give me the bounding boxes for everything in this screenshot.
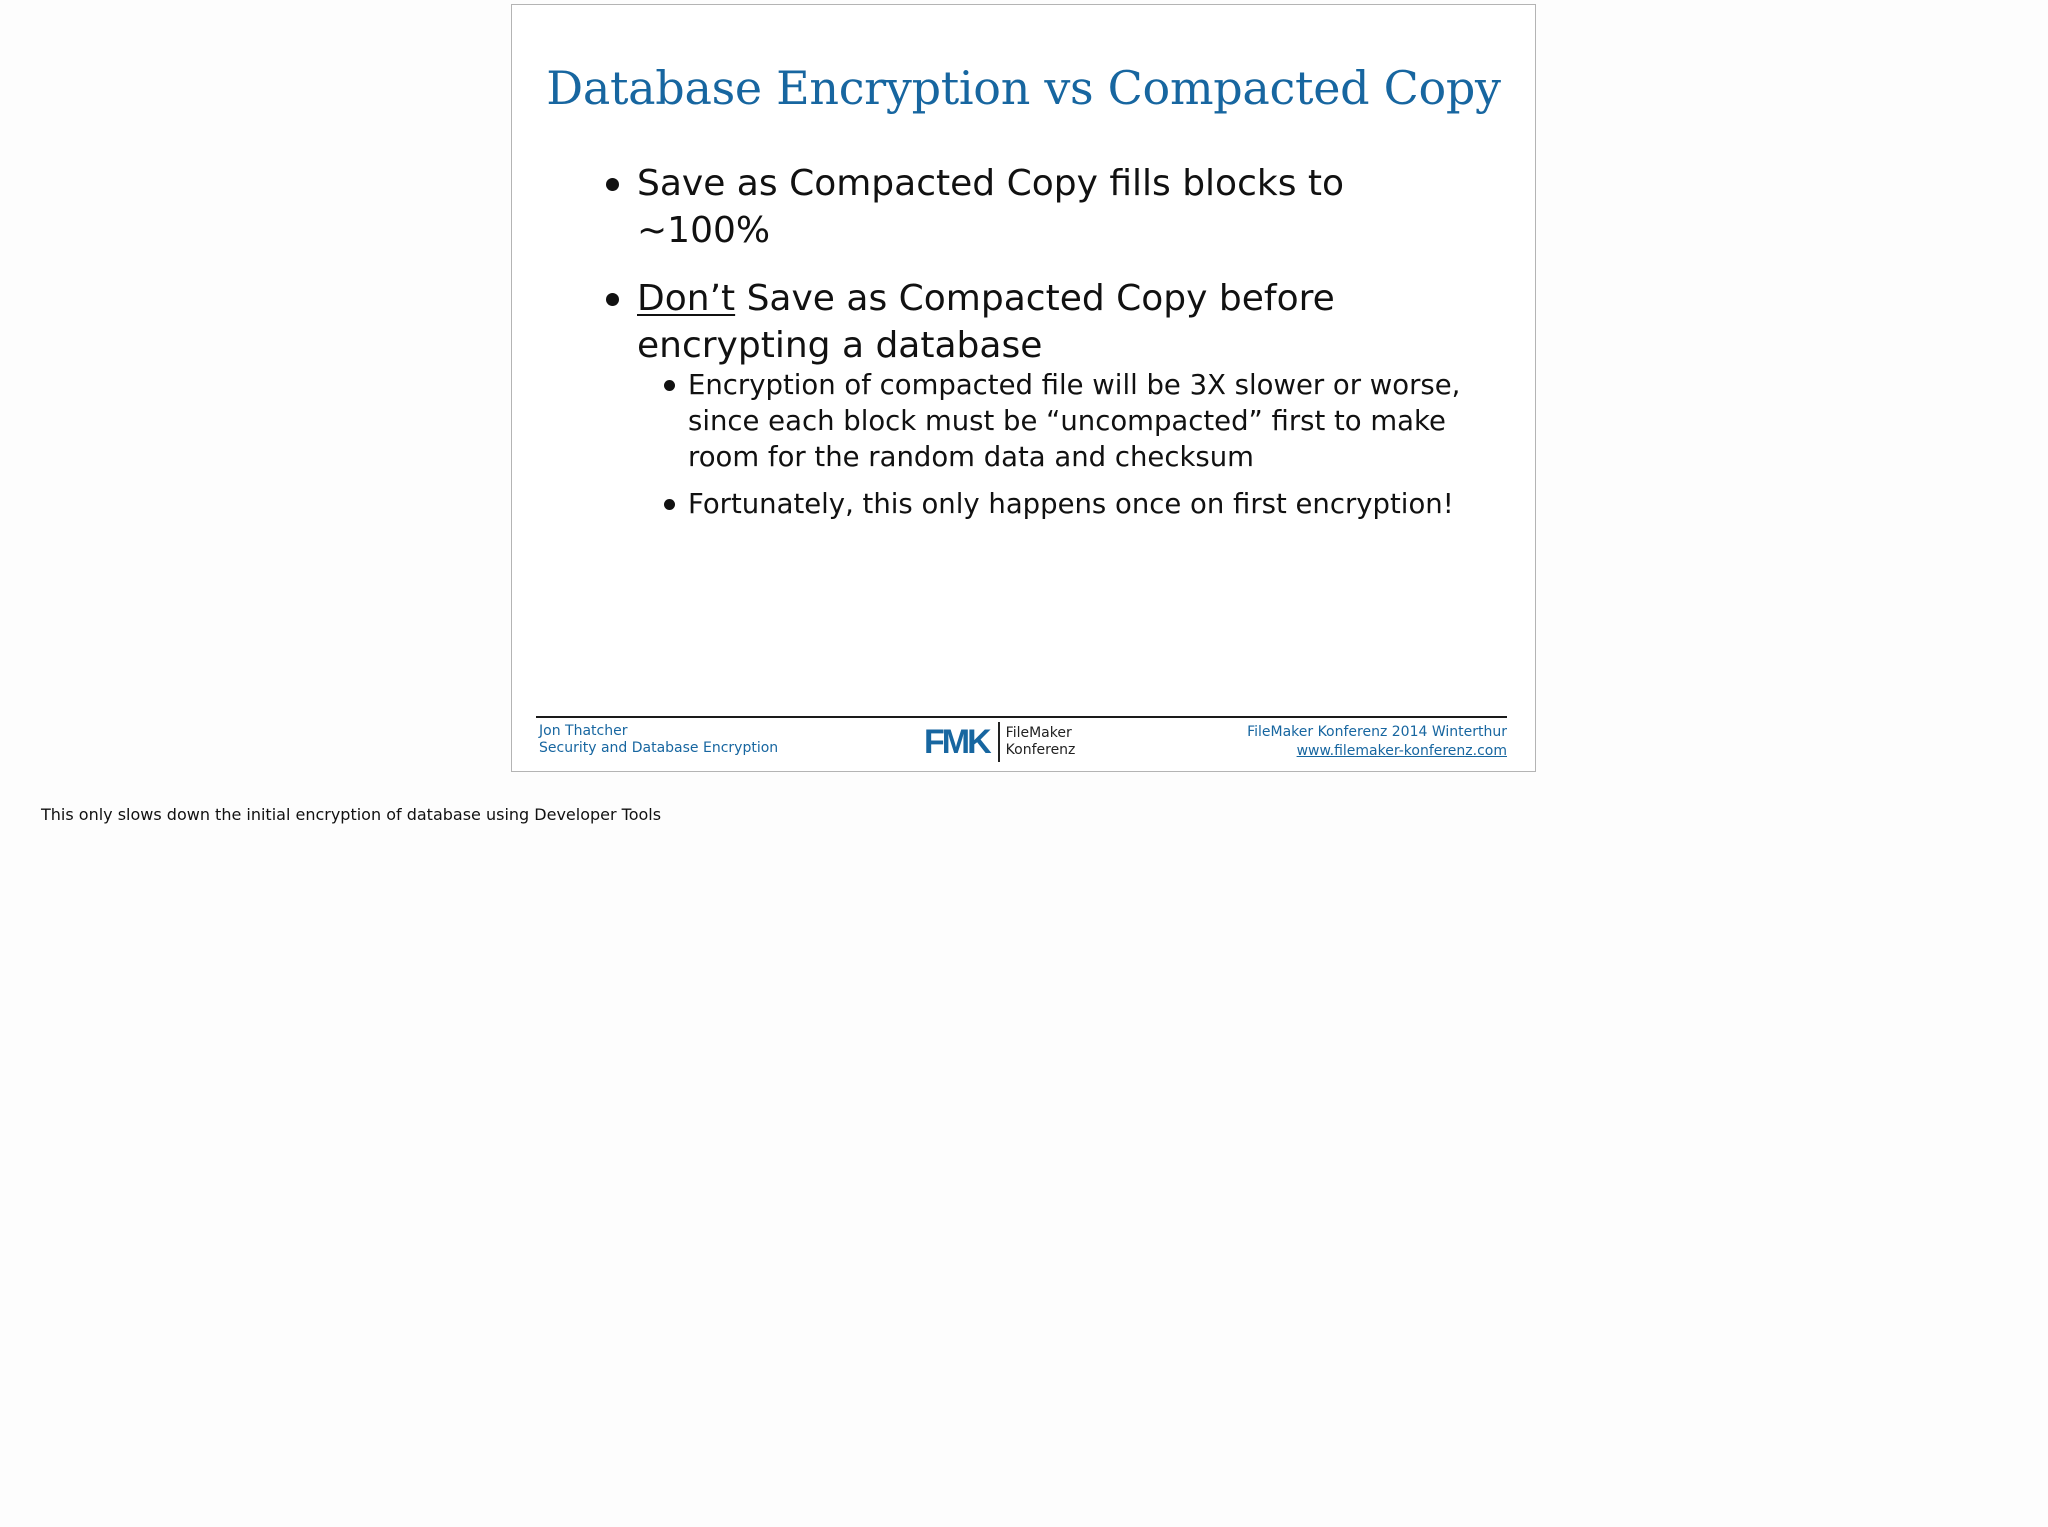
bullet-text: Save as Compacted Copy before encrypting a database	[637, 278, 1335, 366]
logo-divider	[998, 722, 1000, 762]
footer-url-link[interactable]: www.filemaker-konferenz.com	[1296, 743, 1507, 759]
bullet-emphasis: Don’t	[637, 278, 736, 319]
sub-bullet-item	[663, 486, 1479, 522]
footer-right	[1247, 723, 1507, 761]
logo-line: FileMaker	[1005, 725, 1072, 741]
fmk-logo	[924, 721, 1075, 763]
bullet-dot-icon	[606, 178, 619, 191]
footer-author: Jon Thatcher	[539, 723, 628, 739]
footer-session: Security and Database Encryption	[539, 740, 779, 756]
bullet-text: Save as Compacted Copy fills blocks to ~100%	[637, 163, 1345, 251]
footer-left	[539, 723, 778, 757]
sub-bullet-text: Encryption of compacted file will be 3X slower or worse, since each block must be “uncompacted” first to make room for the random data and checksum	[688, 369, 1461, 473]
sub-bullet-list	[637, 367, 1479, 522]
logo-mark: FMK	[924, 723, 989, 761]
logo-wordmark	[1006, 725, 1076, 759]
bullet-item	[599, 160, 1479, 254]
slide	[511, 4, 1536, 772]
bullet-dot-icon	[606, 293, 619, 306]
bullet-item	[599, 275, 1479, 522]
footer-event: FileMaker Konferenz 2014 Winterthur	[1247, 724, 1507, 740]
speaker-notes: This only slows down the initial encryption of database using Developer Tools	[41, 805, 662, 824]
bullet-dot-icon	[664, 380, 675, 391]
sub-bullet-item	[663, 367, 1479, 475]
bullet-dot-icon	[664, 499, 675, 510]
logo-line: Konferenz	[1005, 742, 1076, 758]
footer-divider	[536, 716, 1507, 718]
slide-title: Database Encryption vs Compacted Copy	[546, 61, 1501, 115]
sub-bullet-text: Fortunately, this only happens once on first encryption!	[688, 488, 1454, 520]
bullet-list	[599, 160, 1479, 543]
